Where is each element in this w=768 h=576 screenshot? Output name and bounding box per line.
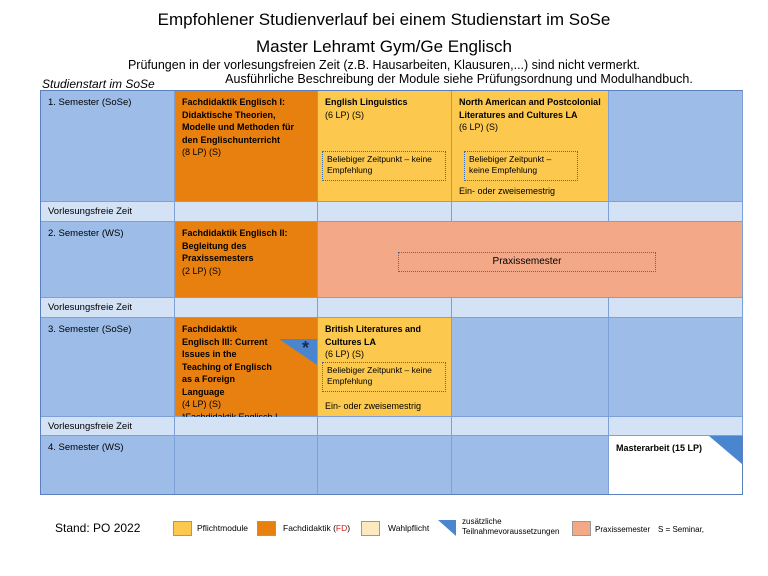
module-credits: (6 LP) (S)	[325, 109, 365, 120]
row-label-free-2	[41, 298, 175, 318]
row-label-semester-1	[41, 91, 175, 202]
empty-cell	[318, 202, 452, 222]
row-label-text: Vorlesungsfreie Zeit	[48, 302, 132, 313]
semester-note: Ein- oder zweisemestrig	[459, 186, 556, 196]
module-credits: (8 LP) (S)	[182, 147, 222, 157]
row-label-text: 3. Semester (SoSe)	[48, 324, 132, 335]
module-title: North American and Postcolonial Literatures and Cultures LA	[459, 97, 601, 120]
empty-cell	[452, 417, 609, 436]
row-label-text: Vorlesungsfreie Zeit	[48, 206, 132, 217]
module-title: Fachdidaktik Englisch III: Current Issues in the Teaching of Englisch as a Foreign Language	[182, 324, 272, 397]
empty-cell	[452, 202, 609, 222]
legend-prereq-line2: Teilnahmevoraussetzungen	[462, 527, 560, 536]
study-plan-grid	[40, 90, 743, 495]
legend-label-wahlpflicht: Wahlpflicht	[388, 523, 430, 533]
semester-note: Ein- oder zweisemestrig	[325, 401, 422, 411]
row-label-free-3	[41, 417, 175, 436]
legend-swatch-pflicht	[173, 521, 192, 536]
module-english-linguistics	[318, 91, 452, 202]
praxissemester-block	[318, 222, 743, 298]
row-label-free-1	[41, 202, 175, 222]
stand-label: Stand: PO 2022	[55, 521, 141, 535]
legend-label-fachdidaktik	[283, 523, 350, 533]
prerequisite-marker-icon	[279, 339, 317, 365]
empty-cell	[452, 318, 609, 417]
row-label-semester-4	[41, 436, 175, 494]
start-label: Studienstart im SoSe	[42, 77, 155, 91]
legend-fd-code: FD	[335, 523, 348, 533]
empty-cell	[175, 417, 318, 436]
legend-label-prereq	[462, 517, 559, 537]
module-fachdidaktik-2	[175, 222, 318, 298]
module-title: English Linguistics	[325, 97, 408, 107]
module-credits: (4 LP) (S)	[182, 399, 222, 409]
empty-cell	[318, 417, 452, 436]
row-label-semester-3	[41, 318, 175, 417]
legend-label-pflicht: Pflichtmodule	[197, 523, 249, 533]
empty-cell	[452, 298, 609, 318]
row-label-text: 4. Semester (WS)	[48, 442, 124, 453]
legend-swatch-wahlpflicht	[361, 521, 380, 536]
legend-fd-prefix: Fachdidaktik (	[283, 523, 336, 533]
legend-prereq-icon	[438, 520, 456, 536]
empty-cell	[318, 298, 452, 318]
row-label-semester-2	[41, 222, 175, 298]
empty-cell	[452, 436, 609, 494]
module-british-literatures	[318, 318, 452, 417]
page-title: Empfohlener Studienverlauf bei einem Studienstart im SoSe	[157, 10, 611, 29]
module-credits: (6 LP) (S)	[325, 349, 365, 359]
module-fachdidaktik-1	[175, 91, 318, 202]
row-label-text: Vorlesungsfreie Zeit	[48, 421, 132, 432]
empty-cell	[318, 436, 452, 494]
empty-cell	[609, 417, 743, 436]
row-label-text: 2. Semester (WS)	[48, 228, 124, 239]
legend-label-praxis: Praxissemester	[595, 525, 651, 534]
legend-swatch-praxis	[572, 521, 591, 536]
prerequisite-marker-icon	[709, 436, 742, 464]
empty-cell	[609, 318, 743, 417]
header-note-exams: Prüfungen in der vorlesungsfreien Zeit (z.B. Hausarbeiten, Klausuren,...) sind nicht vermerkt.	[127, 58, 641, 72]
any-time-box: Beliebiger Zeitpunkt – keine Empfehlung	[322, 362, 446, 392]
module-masterarbeit	[609, 436, 742, 494]
prerequisite-star: *	[302, 338, 310, 358]
module-title: Fachdidaktik Englisch II: Begleitung des Praxissemesters	[182, 228, 288, 263]
empty-cell	[609, 202, 743, 222]
module-title: Fachdidaktik Englisch I: Didaktische Theorien, Modelle und Methoden für den Englischunterricht	[182, 97, 294, 145]
page-subtitle: Master Lehramt Gym/Ge Englisch	[255, 37, 513, 56]
module-north-american-literatures	[452, 91, 609, 202]
row-label-text: 1. Semester (SoSe)	[48, 97, 132, 108]
empty-cell	[175, 202, 318, 222]
empty-cell	[609, 91, 743, 202]
module-fachdidaktik-3	[175, 318, 318, 417]
any-time-box: Beliebiger Zeitpunkt – keine Empfehlung	[464, 151, 578, 181]
module-credits: (6 LP) (S)	[459, 122, 499, 132]
header-note-description: Ausführliche Beschreibung der Module siehe Prüfungsordnung und Modulhandbuch.	[225, 72, 693, 86]
any-time-box: Beliebiger Zeitpunkt – keine Empfehlung	[322, 151, 446, 181]
empty-cell	[609, 298, 743, 318]
module-title: Masterarbeit (15 LP)	[616, 443, 703, 453]
legend-fd-suffix: )	[347, 523, 351, 533]
praxissemester-box: Praxissemester	[398, 252, 656, 272]
module-title: British Literatures and Cultures LA	[325, 324, 422, 347]
legend-swatch-fachdidaktik	[257, 521, 276, 536]
empty-cell	[175, 436, 318, 494]
legend-label-seminar: S = Seminar,	[658, 525, 705, 534]
module-credits: (2 LP) (S)	[182, 265, 222, 276]
legend-prereq-line1: zusätzliche	[462, 517, 502, 526]
empty-cell	[175, 298, 318, 318]
